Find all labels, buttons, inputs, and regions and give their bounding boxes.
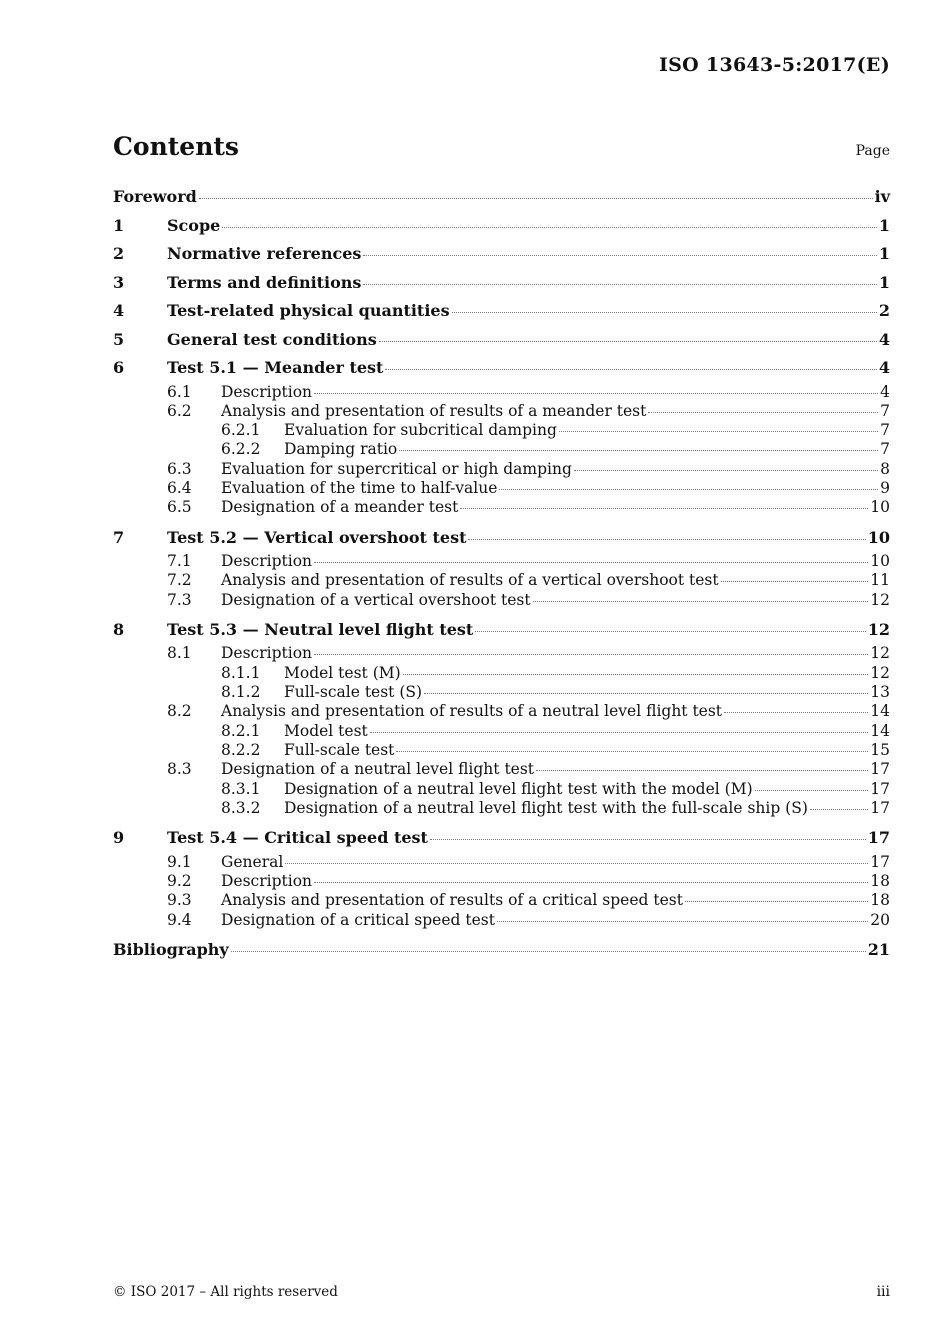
toc-entry-title: Terms and definitions — [167, 272, 362, 292]
toc-entry-page: 7 — [880, 401, 890, 420]
toc-entry-page: 9 — [880, 478, 890, 497]
dot-leader — [724, 712, 868, 713]
toc-entry-title: Test 5.1 — Meander test — [167, 358, 384, 377]
toc-entry-page: 20 — [870, 910, 890, 929]
dot-leader — [370, 732, 868, 733]
toc-entry-page: 1 — [878, 272, 890, 292]
toc-entry[interactable] — [113, 616, 890, 645]
copyright-notice: © ISO 2017 – All rights reserved — [113, 1284, 338, 1300]
toc-entry-number: 8.3 — [167, 760, 192, 779]
toc-entry[interactable] — [113, 240, 890, 269]
toc-entry[interactable] — [113, 702, 890, 721]
toc-entry-title: Scope — [167, 215, 221, 235]
toc-entry[interactable] — [113, 421, 890, 440]
dot-leader — [222, 227, 877, 228]
toc-entry[interactable] — [113, 212, 890, 241]
toc-entry-number: 6 — [113, 358, 125, 377]
toc-entry[interactable] — [113, 383, 890, 402]
toc-entry[interactable] — [113, 479, 890, 498]
toc-entry-number: 6.2.1 — [221, 421, 261, 440]
toc-entry[interactable] — [113, 891, 890, 910]
toc-entry-title: Designation of a vertical overshoot test — [221, 590, 531, 609]
toc-entry[interactable] — [113, 591, 890, 610]
toc-entry-number: 9 — [113, 828, 125, 848]
toc-entry-title: Foreword — [113, 187, 197, 206]
toc-entry[interactable] — [113, 460, 890, 479]
toc-entry-title: Full-scale test — [284, 740, 395, 759]
dot-leader — [314, 882, 868, 883]
toc-entry-page: 13 — [870, 683, 890, 702]
toc-entry-page: iv — [874, 187, 890, 206]
toc-entry[interactable] — [113, 780, 890, 799]
page-column-label: Page — [855, 143, 890, 159]
toc-entry-number: 6.1 — [167, 382, 192, 401]
toc-entry[interactable] — [113, 760, 890, 779]
page-number: iii — [876, 1284, 890, 1300]
toc-entry[interactable] — [113, 183, 890, 212]
toc-entry-number: 8.3.1 — [221, 779, 261, 798]
toc-entry-title: Test 5.3 — Neutral level flight test — [167, 619, 474, 639]
toc-entry-number: 5 — [113, 329, 125, 349]
toc-entry-title: Description — [221, 382, 313, 401]
toc-entry-number: 8.3.2 — [221, 798, 261, 817]
toc-entry-page: 8 — [880, 459, 890, 478]
toc-entry-page: 21 — [867, 939, 890, 959]
toc-entry[interactable] — [113, 853, 890, 872]
dot-leader — [810, 809, 868, 810]
document-id: ISO 13643-5:2017(E) — [658, 54, 890, 76]
toc-entry[interactable] — [113, 936, 890, 965]
toc-entry-number: 2 — [113, 244, 125, 263]
dot-leader — [314, 654, 868, 655]
dot-leader — [648, 412, 878, 413]
toc-entry-page: 17 — [870, 852, 890, 871]
toc-entry-title: Damping ratio — [284, 440, 398, 459]
toc-entry-title: Model test — [284, 721, 368, 740]
dot-leader — [755, 790, 869, 791]
toc-entry-title: Description — [221, 552, 313, 571]
toc-entry[interactable] — [113, 872, 890, 891]
toc-entry[interactable] — [113, 571, 890, 590]
toc-entry-number: 9.4 — [167, 910, 192, 929]
toc-entry-title: Test 5.4 — Critical speed test — [167, 828, 428, 848]
toc-entry-number: 7.1 — [167, 552, 192, 571]
dot-leader — [379, 341, 877, 342]
toc-entry[interactable] — [113, 683, 890, 702]
dot-leader — [399, 450, 878, 451]
toc-entry-title: Normative references — [167, 244, 362, 263]
toc-entry-title: Description — [221, 871, 313, 890]
toc-entry-page: 18 — [870, 891, 890, 910]
toc-entry-number: 8 — [113, 619, 125, 639]
toc-entry-number: 7 — [113, 527, 125, 547]
toc-entry-title: Analysis and presentation of results of a neutral level flight test — [221, 702, 723, 721]
toc-entry[interactable] — [113, 269, 890, 298]
toc-entry-title: Analysis and presentation of results of a meander test — [221, 401, 647, 420]
dot-leader — [468, 539, 865, 540]
toc-entry-page: 12 — [870, 590, 890, 609]
dot-leader — [460, 508, 868, 509]
toc-entry-page: 17 — [870, 760, 890, 779]
dot-leader — [424, 693, 868, 694]
toc-entry-number: 6.4 — [167, 478, 192, 497]
toc-entry-page: 18 — [870, 871, 890, 890]
toc-entry-title: Test 5.2 — Vertical overshoot test — [167, 527, 467, 547]
toc-entry-title: Model test (M) — [284, 663, 401, 682]
toc-entry-number: 6.2 — [167, 401, 192, 420]
toc-entry[interactable] — [113, 664, 890, 683]
toc-entry-title: Full-scale test (S) — [284, 683, 423, 702]
dot-leader — [430, 839, 866, 840]
toc-entry-title: Designation of a neutral level flight test — [221, 760, 535, 779]
toc-entry-title: Analysis and presentation of results of a vertical overshoot test — [221, 571, 719, 590]
dot-leader — [533, 601, 869, 602]
toc-entry-page: 4 — [880, 382, 890, 401]
dot-leader — [499, 489, 878, 490]
table-of-contents — [113, 183, 890, 964]
toc-entry-page: 14 — [870, 702, 890, 721]
toc-entry-title: General test conditions — [167, 329, 377, 349]
toc-entry-number: 8.2 — [167, 702, 192, 721]
toc-entry-title: Description — [221, 644, 313, 663]
toc-entry[interactable] — [113, 297, 890, 326]
contents-title: Contents — [113, 132, 240, 161]
dot-leader — [403, 674, 869, 675]
toc-entry[interactable] — [113, 911, 890, 930]
toc-entry[interactable] — [113, 326, 890, 355]
dot-leader — [396, 751, 868, 752]
toc-entry-title: Test-related physical quantities — [167, 301, 450, 320]
toc-entry-title: Designation of a neutral level flight test with the full-scale ship (S) — [284, 798, 808, 817]
dot-leader — [559, 431, 878, 432]
toc-entry[interactable] — [113, 644, 890, 663]
dot-leader — [536, 770, 868, 771]
toc-entry[interactable] — [113, 741, 890, 760]
dot-leader — [721, 581, 869, 582]
dot-leader — [574, 470, 878, 471]
toc-entry[interactable] — [113, 440, 890, 459]
dot-leader — [452, 312, 877, 313]
toc-entry-title: Evaluation for supercritical or high damping — [221, 459, 572, 478]
toc-entry-title: General — [221, 852, 284, 871]
toc-entry-number: 6.2.2 — [221, 440, 261, 459]
toc-entry-page: 17 — [867, 828, 890, 848]
toc-entry-page: 10 — [870, 498, 890, 517]
dot-leader — [685, 901, 868, 902]
toc-entry-title: Bibliography — [113, 939, 229, 959]
toc-entry-number: 6.3 — [167, 459, 192, 478]
dot-leader — [314, 562, 868, 563]
toc-entry-title: Designation of a neutral level flight test with the model (M) — [284, 779, 753, 798]
toc-entry-title: Evaluation for subcritical damping — [284, 421, 557, 440]
dot-leader — [363, 255, 876, 256]
toc-entry-number: 7.3 — [167, 590, 192, 609]
toc-entry-number: 7.2 — [167, 571, 192, 590]
toc-entry-title: Evaluation of the time to half-value — [221, 478, 498, 497]
toc-entry-page: 4 — [878, 329, 890, 349]
toc-entry-number: 8.2.1 — [221, 721, 261, 740]
toc-entry-page: 4 — [878, 358, 890, 377]
toc-entry-number: 9.1 — [167, 852, 192, 871]
toc-entry-page: 11 — [870, 571, 890, 590]
toc-entry-number: 8.1.2 — [221, 683, 261, 702]
dot-leader — [199, 198, 873, 199]
toc-entry-page: 17 — [870, 798, 890, 817]
toc-entry-number: 1 — [113, 215, 125, 235]
dot-leader — [385, 369, 876, 370]
toc-entry-title: Analysis and presentation of results of a critical speed test — [221, 891, 683, 910]
toc-entry-number: 6.5 — [167, 498, 192, 517]
toc-entry-title: Designation of a critical speed test — [221, 910, 495, 929]
dot-leader — [314, 393, 878, 394]
toc-entry-page: 17 — [870, 779, 890, 798]
toc-entry[interactable] — [113, 799, 890, 818]
toc-entry-page: 7 — [880, 440, 890, 459]
toc-entry[interactable] — [113, 354, 890, 383]
toc-entry-page: 12 — [867, 619, 890, 639]
toc-entry-number: 3 — [113, 272, 125, 292]
toc-entry[interactable] — [113, 552, 890, 571]
toc-entry[interactable] — [113, 402, 890, 421]
toc-entry-page: 14 — [870, 721, 890, 740]
toc-entry[interactable] — [113, 824, 890, 853]
toc-entry-number: 9.2 — [167, 871, 192, 890]
dot-leader — [475, 631, 865, 632]
dot-leader — [231, 951, 866, 952]
toc-entry-page: 12 — [870, 663, 890, 682]
toc-entry-page: 1 — [878, 244, 890, 263]
toc-entry-page: 2 — [878, 301, 890, 320]
toc-entry-page: 7 — [880, 421, 890, 440]
toc-entry-page: 10 — [870, 552, 890, 571]
dot-leader — [285, 863, 868, 864]
toc-entry-page: 10 — [867, 527, 890, 547]
toc-entry-number: 9.3 — [167, 891, 192, 910]
toc-entry-page: 12 — [870, 644, 890, 663]
toc-entry[interactable] — [113, 498, 890, 517]
toc-entry[interactable] — [113, 524, 890, 553]
toc-entry-number: 8.1.1 — [221, 663, 261, 682]
dot-leader — [363, 284, 876, 285]
toc-entry-number: 4 — [113, 301, 125, 320]
dot-leader — [497, 921, 868, 922]
toc-entry-page: 15 — [870, 740, 890, 759]
toc-entry-page: 1 — [878, 215, 890, 235]
toc-entry[interactable] — [113, 722, 890, 741]
toc-entry-number: 8.1 — [167, 644, 192, 663]
toc-entry-number: 8.2.2 — [221, 740, 261, 759]
toc-entry-title: Designation of a meander test — [221, 498, 459, 517]
